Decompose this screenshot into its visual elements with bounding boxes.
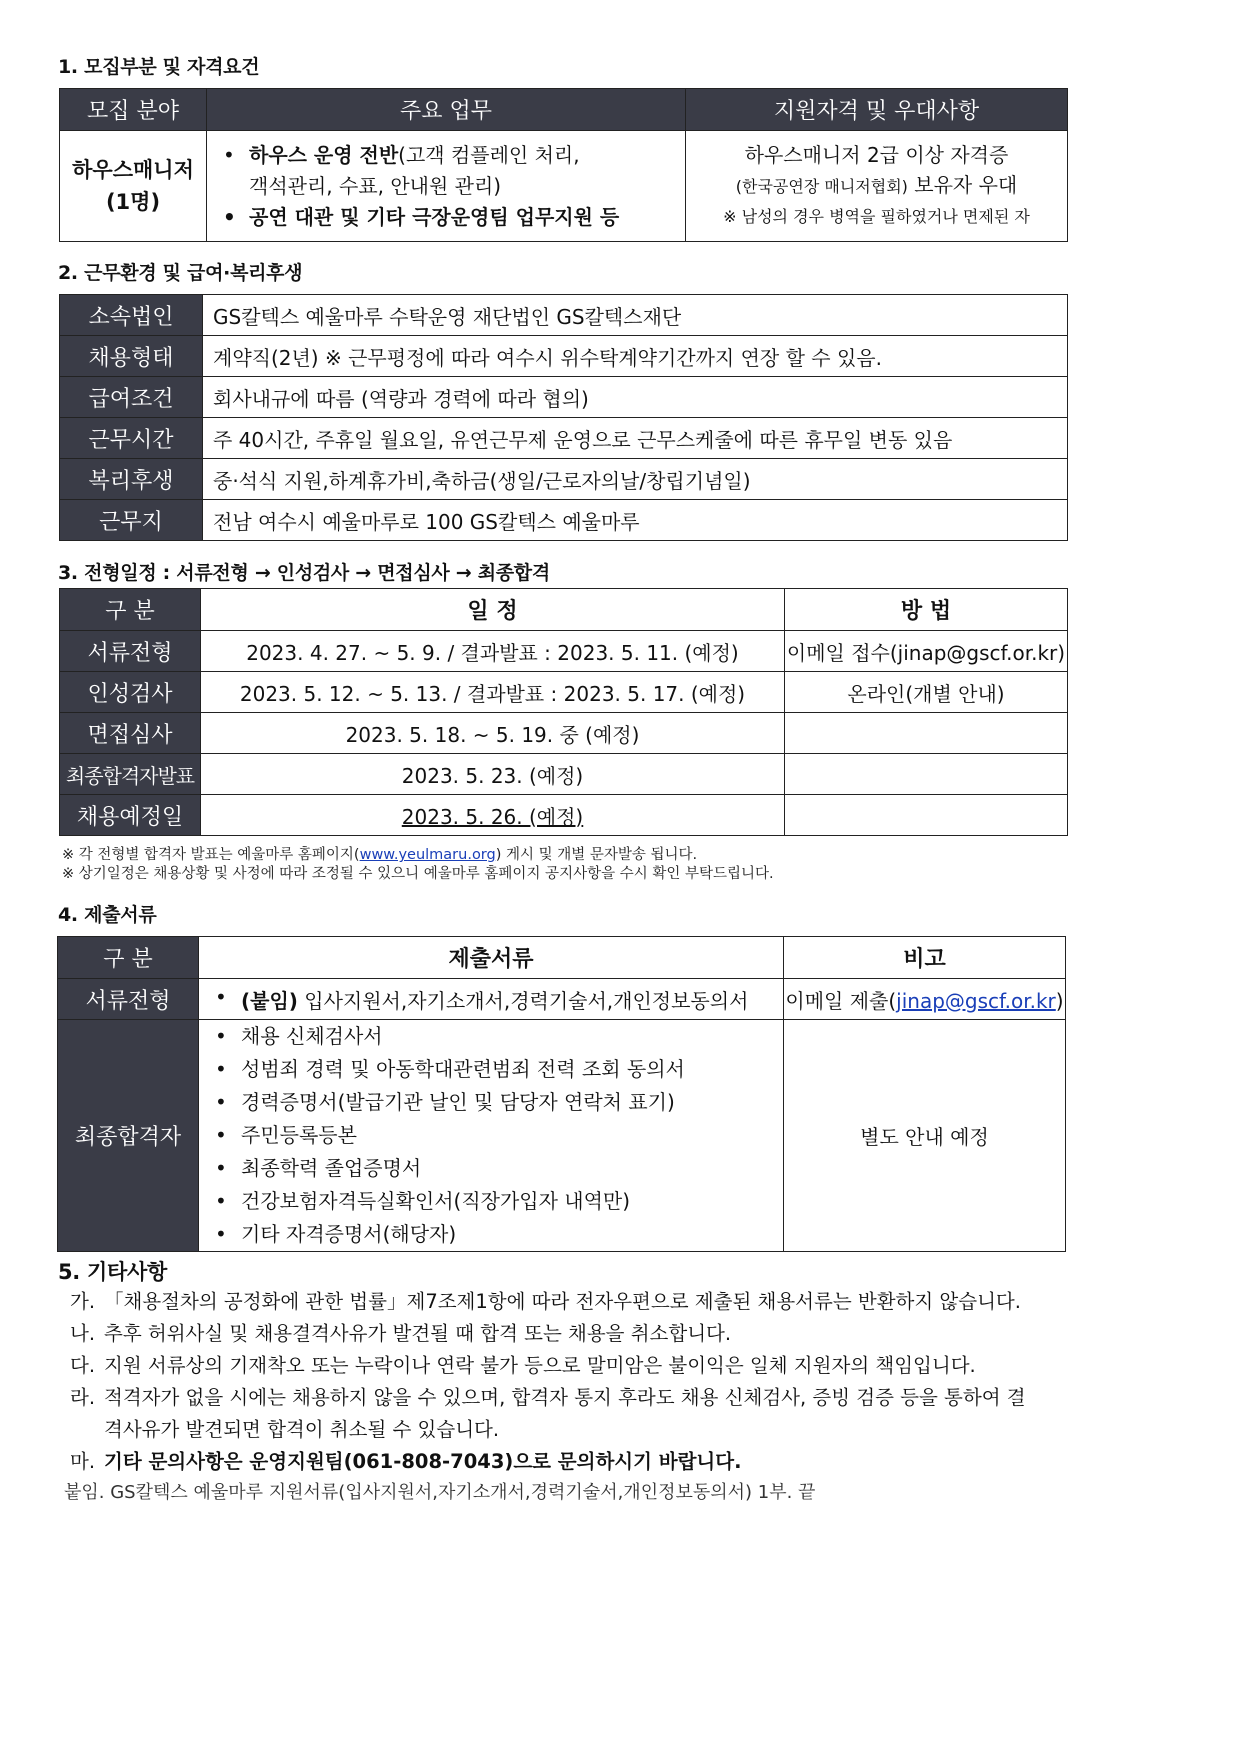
- document-item: • 건강보험자격득실확인서(직장가입자 내역만): [203, 1185, 783, 1218]
- duties-cell: [207, 131, 686, 242]
- duty-item: • 하우스 운영 전반(고객 컴플레인 처리, 객석관리, 수표, 안내원 관리): [211, 140, 685, 202]
- field-title: 하우스매니저: [72, 158, 194, 182]
- env-label: 채용형태: [60, 336, 203, 377]
- header-category: 구 분: [58, 937, 199, 979]
- schedule-label: 면접심사: [60, 713, 201, 754]
- note-item: 나. 추후 허위사실 및 채용결격사유가 발견될 때 합격 또는 채용을 취소합니다.: [70, 1322, 732, 1345]
- documents-label: 최종합격자: [58, 1020, 199, 1252]
- section-4-title: 4. 제출서류: [58, 904, 157, 926]
- env-label: 급여조건: [60, 377, 203, 418]
- qual-pref: (한국공연장 매니저협회) 보유자 우대: [735, 173, 1018, 197]
- schedule-note-2: ※ 상기일정은 채용상황 및 사정에 따라 조정될 수 있으니 예울마루 홈페이지 공지사항을 수시 확인 부탁드립니다.: [62, 866, 774, 882]
- header-category: 구 분: [60, 589, 201, 631]
- header-method: 방 법: [785, 589, 1068, 631]
- schedule-label: 인성검사: [60, 672, 201, 713]
- recruit-table: [59, 88, 1068, 242]
- documents-table: [57, 936, 1066, 1252]
- env-value: GS칼텍스 예울마루 수탁운영 재단법인 GS칼텍스재단: [203, 295, 1068, 336]
- documents-remark: 이메일 제출(jinap@gscf.or.kr): [784, 979, 1066, 1020]
- document-item: • 기타 자격증명서(해당자): [203, 1218, 783, 1251]
- env-value: 계약직(2년) ※ 근무평정에 따라 여수시 위수탁계약기간까지 연장 할 수 있음.: [203, 336, 1068, 377]
- note-item: 가. 「채용절차의 공정화에 관한 법률」제7조제1항에 따라 전자우편으로 제출된 채용서류는 반환하지 않습니다.: [70, 1290, 1021, 1313]
- document-item: • 경력증명서(발급기관 날인 및 담당자 연락처 표기): [203, 1086, 783, 1119]
- document-item: • 성범죄 경력 및 아동학대관련범죄 전력 조회 동의서: [203, 1053, 783, 1086]
- env-label: 근무지: [60, 500, 203, 541]
- header-duties: 주요 업무: [207, 89, 686, 131]
- header-schedule: 일 정: [201, 589, 785, 631]
- document-item: • 주민등록등본: [203, 1119, 783, 1152]
- document-item: • (붙임) 입사지원서,자기소개서,경력기술서,개인정보동의서: [203, 985, 783, 1014]
- schedule-method: [785, 795, 1068, 836]
- env-label: 소속법인: [60, 295, 203, 336]
- qualification-cell: [686, 131, 1068, 242]
- duty-item: • 공연 대관 및 기타 극장운영팀 업무지원 등: [211, 202, 685, 233]
- schedule-method: 이메일 접수(jinap@gscf.or.kr): [785, 631, 1068, 672]
- note-item: 격사유가 발견되면 합격이 취소될 수 있습니다.: [104, 1418, 500, 1441]
- schedule-date: 2023. 5. 23. (예정): [201, 754, 785, 795]
- schedule-date: 2023. 5. 12. ~ 5. 13. / 결과발표 : 2023. 5. 17. (예정): [201, 672, 785, 713]
- schedule-table: [59, 588, 1068, 836]
- schedule-date: 2023. 4. 27. ~ 5. 9. / 결과발표 : 2023. 5. 11. (예정): [201, 631, 785, 672]
- documents-list: [199, 979, 784, 1020]
- env-value: 회사내규에 따름 (역량과 경력에 따라 협의): [203, 377, 1068, 418]
- env-value: 전남 여수시 예울마루로 100 GS칼텍스 예울마루: [203, 500, 1068, 541]
- env-label: 근무시간: [60, 418, 203, 459]
- header-documents: 제출서류: [199, 937, 784, 979]
- env-value: 중·석식 지원,하계휴가비,축하금(생일/근로자의날/창립기념일): [203, 459, 1068, 500]
- schedule-date: 2023. 5. 18. ~ 5. 19. 중 (예정): [201, 713, 785, 754]
- section-1-title: 1. 모집부분 및 자격요건: [58, 56, 260, 78]
- section-3-title: 3. 전형일정 : 서류전형 → 인성검사 → 면접심사 → 최종합격: [58, 562, 550, 584]
- section-5-title: 5. 기타사항: [58, 1260, 167, 1284]
- note-item: 다. 지원 서류상의 기재착오 또는 누락이나 연락 불가 등으로 말미암은 불이익은 일체 지원자의 책임입니다.: [70, 1354, 976, 1377]
- env-label: 복리후생: [60, 459, 203, 500]
- header-remarks: 비고: [784, 937, 1066, 979]
- homepage-link[interactable]: www.yeulmaru.org: [359, 847, 496, 863]
- schedule-note-1: ※ 각 전형별 합격자 발표는 예울마루 홈페이지(www.yeulmaru.org) 게시 및 개별 문자발송 됩니다.: [62, 847, 698, 863]
- documents-label: 서류전형: [58, 979, 199, 1020]
- schedule-method: [785, 713, 1068, 754]
- qual-cert: 하우스매니저 2급 이상 자격증: [744, 143, 1009, 167]
- schedule-label: 채용예정일: [60, 795, 201, 836]
- documents-remark: 별도 안내 예정: [784, 1020, 1066, 1252]
- document-item: • 최종학력 졸업증명서: [203, 1152, 783, 1185]
- documents-list: [199, 1020, 784, 1252]
- attachment-note: 붙임. GS칼텍스 예울마루 지원서류(입사지원서,자기소개서,경력기술서,개인정보동의서) 1부. 끝: [64, 1482, 816, 1503]
- schedule-label: 최종합격자발표: [60, 754, 201, 795]
- email-link[interactable]: jinap@gscf.or.kr: [896, 988, 1056, 1013]
- note-item: 마. 기타 문의사항은 운영지원팀(061-808-7043)으로 문의하시기 바랍니다.: [70, 1450, 742, 1473]
- header-field: 모집 분야: [60, 89, 207, 131]
- section-2-title: 2. 근무환경 및 급여·복리후생: [58, 262, 303, 284]
- document-item: • 채용 신체검사서: [203, 1020, 783, 1053]
- notes-list: [70, 1286, 1026, 1478]
- qual-military: ※ 남성의 경우 병역을 필하였거나 면제된 자: [723, 207, 1030, 226]
- field-cell: [60, 131, 207, 242]
- schedule-label: 서류전형: [60, 631, 201, 672]
- schedule-date: 2023. 5. 26. (예정): [201, 795, 785, 836]
- note-item: 라. 적격자가 없을 시에는 채용하지 않을 수 있으며, 합격자 통지 후라도 채용 신체검사, 증빙 검증 등을 통하여 결: [70, 1386, 1026, 1409]
- environment-table: [59, 294, 1068, 541]
- field-count: (1명): [105, 190, 161, 214]
- schedule-method: [785, 754, 1068, 795]
- env-value: 주 40시간, 주휴일 월요일, 유연근무제 운영으로 근무스케줄에 따른 휴무일 변동 있음: [203, 418, 1068, 459]
- schedule-method: 온라인(개별 안내): [785, 672, 1068, 713]
- header-qualification: 지원자격 및 우대사항: [686, 89, 1068, 131]
